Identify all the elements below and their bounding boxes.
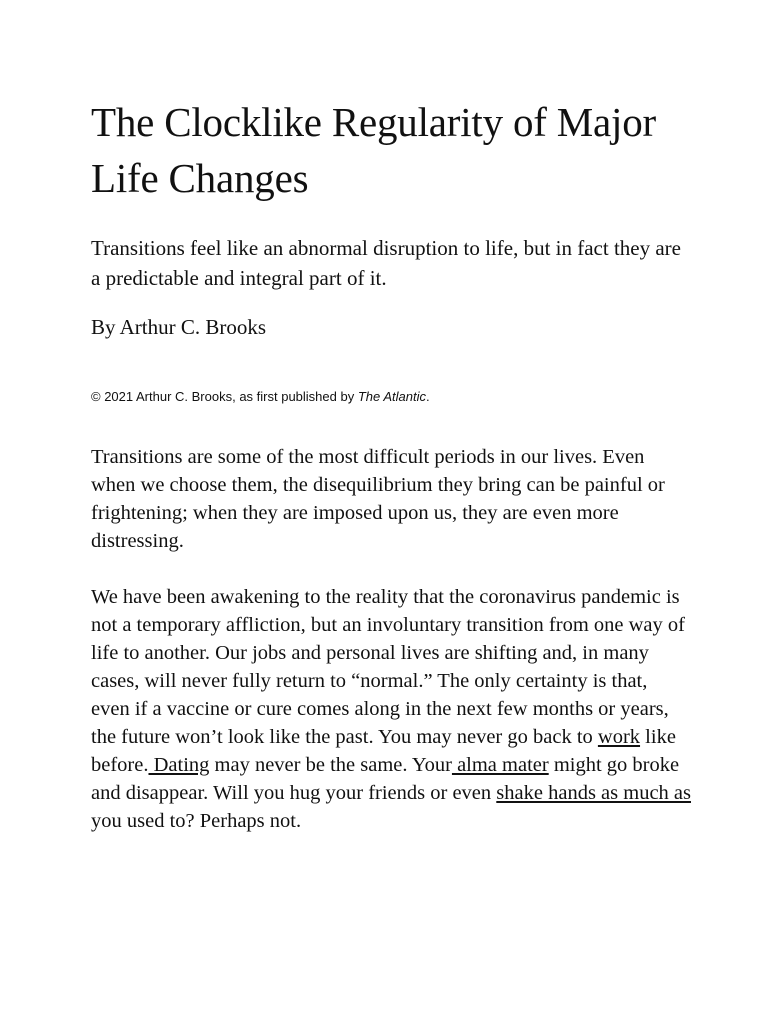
- paragraph-text: you used to? Perhaps not.: [91, 810, 302, 832]
- paragraph-text: may never be the same. Your: [209, 754, 452, 776]
- article-subtitle: Transitions feel like an abnormal disruption to life, but in fact they are a predictable and integral part of it.: [91, 236, 681, 290]
- link-dating[interactable]: Dating: [148, 754, 210, 776]
- paragraph-text: We have been awakening to the reality that the coronavirus pandemic is not a temporary affliction, but an involuntary transition from one way of life to another. Our jobs and personal lives are shifting and, in many cases, will never fully return to “normal.” The only certainty is that, even if a vaccine or cure comes along in the next few months or years, the future won’t look like the past. You may never go back to: [91, 586, 685, 748]
- article-title: The Clocklike Regularity of Major Life Changes: [91, 99, 656, 201]
- copyright-notice: [91, 388, 691, 406]
- article: [91, 94, 691, 835]
- copyright-prefix: © 2021 Arthur C. Brooks, as first published by: [91, 389, 358, 404]
- paragraph-text: like before.: [91, 726, 676, 776]
- copyright-publication: The Atlantic: [357, 389, 426, 404]
- link-alma-mater[interactable]: alma mater: [451, 754, 549, 776]
- copyright-suffix: .: [426, 389, 430, 404]
- body-paragraph-2: [91, 583, 691, 835]
- article-byline: By Arthur C. Brooks: [91, 315, 267, 339]
- link-work[interactable]: work: [597, 726, 641, 748]
- body-paragraph-1: Transitions are some of the most difficult periods in our lives. Even when we choose them, the disequilibrium they bring can be painful or frightening; when they are imposed upon us, they are even more distressing.: [91, 446, 665, 552]
- link-shake-hands[interactable]: shake hands as much as: [496, 782, 691, 804]
- paragraph-text: might go broke and disappear. Will you hug your friends or even: [91, 754, 680, 804]
